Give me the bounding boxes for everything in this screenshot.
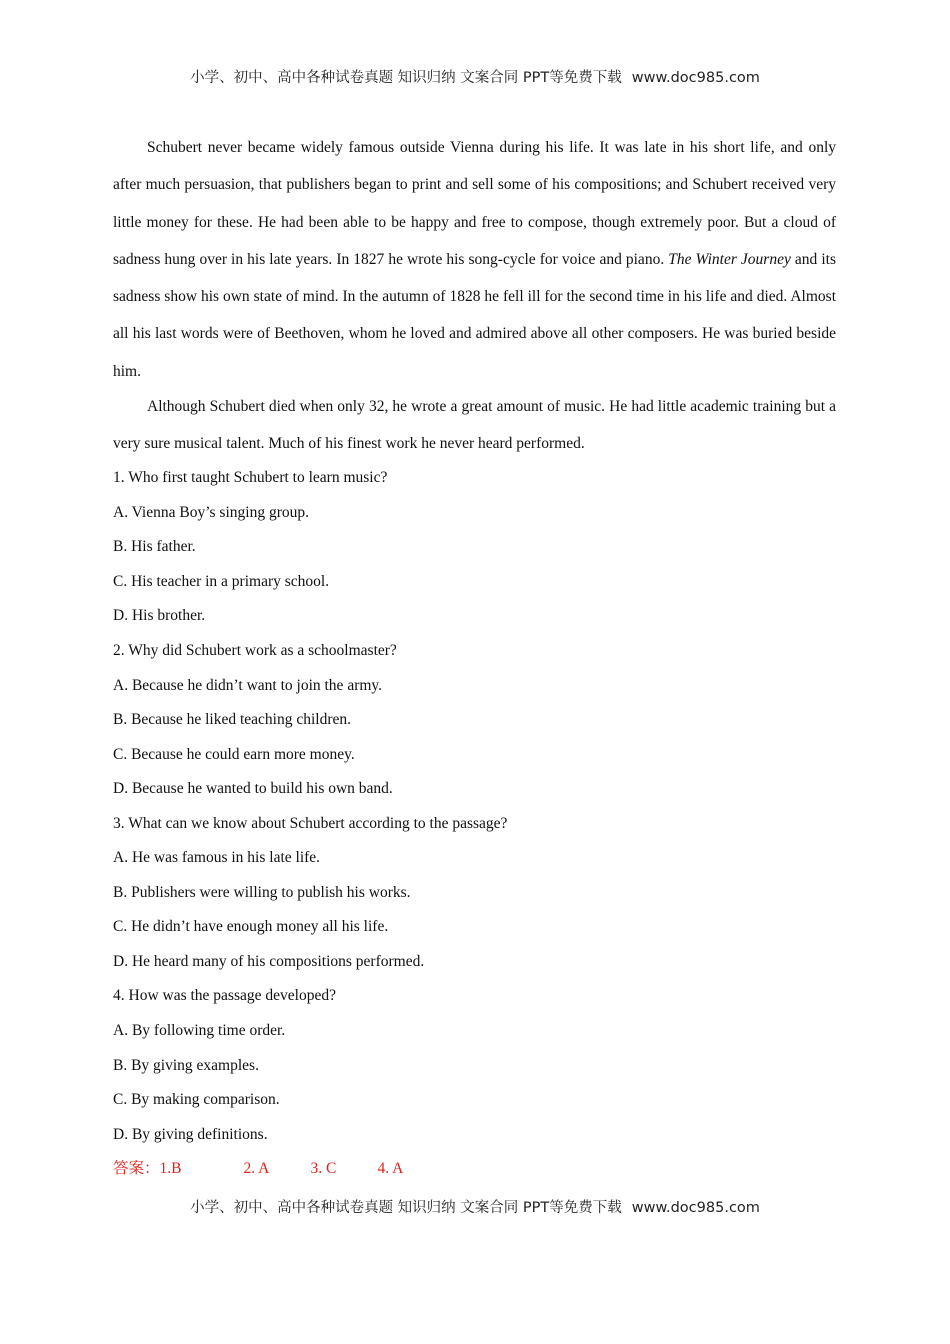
footer-text: 小学、初中、高中各种试卷真题 知识归纳 文案合同 PPT等免费下载 bbox=[190, 1200, 622, 1216]
header-text: 小学、初中、高中各种试卷真题 知识归纳 文案合同 PPT等免费下载 bbox=[190, 70, 622, 86]
question-2-option-d: D. Because he wanted to build his own band. bbox=[113, 780, 393, 797]
question-1-option-a: A. Vienna Boy’s singing group. bbox=[113, 504, 309, 521]
answer-1: 1.B bbox=[159, 1160, 182, 1177]
answer-2: 2. A bbox=[243, 1160, 270, 1177]
question-2-option-a: A. Because he didn’t want to join the army. bbox=[113, 677, 383, 694]
answer-key bbox=[113, 1159, 403, 1179]
question-4-option-b: B. By giving examples. bbox=[113, 1057, 259, 1074]
question-3-option-d: D. He heard many of his compositions performed. bbox=[113, 953, 425, 970]
passage-p1-part2: and its sadness show his own state of mind. In the autumn of 1828 he fell ill for the second time in his life and died. Almost all his last words were of Beethoven, whom he loved and admired above all other composers. He was buried beside him. bbox=[113, 250, 836, 380]
answer-label: 答案： bbox=[113, 1160, 160, 1177]
question-4-option-c: C. By making comparison. bbox=[113, 1091, 280, 1108]
question-1-option-b: B. His father. bbox=[113, 538, 196, 555]
answer-3: 3. C bbox=[310, 1160, 337, 1177]
passage-p1-part1: Schubert never became widely famous outside Vienna during his life. It was late in his short life, and only after much persuasion, that publishers began to print and sell some of his compositions; and Schubert received very little money for these. He had been able to be happy and free to compose, though extremely poor. But a cloud of sadness hung over in his late years. In 1827 he wrote his song-cycle for voice and piano. bbox=[113, 139, 836, 268]
header-url[interactable]: www.doc985.com bbox=[631, 70, 760, 86]
footer-url[interactable]: www.doc985.com bbox=[631, 1200, 760, 1216]
song-cycle-title: The Winter Journey bbox=[668, 250, 791, 268]
page-header bbox=[0, 66, 950, 87]
question-3: 3. What can we know about Schubert according to the passage? bbox=[113, 815, 508, 832]
question-2-option-b: B. Because he liked teaching children. bbox=[113, 711, 352, 728]
question-1-option-c: C. His teacher in a primary school. bbox=[113, 573, 330, 590]
question-1: 1. Who first taught Schubert to learn music? bbox=[113, 469, 388, 486]
page-footer bbox=[0, 1196, 950, 1217]
answer-4: 4. A bbox=[377, 1160, 404, 1177]
question-4: 4. How was the passage developed? bbox=[113, 987, 336, 1004]
question-4-option-a: A. By following time order. bbox=[113, 1022, 286, 1039]
question-3-option-a: A. He was famous in his late life. bbox=[113, 849, 321, 866]
question-3-option-c: C. He didn’t have enough money all his life. bbox=[113, 918, 389, 935]
question-1-option-d: D. His brother. bbox=[113, 607, 206, 624]
passage-paragraph-1 bbox=[113, 129, 836, 390]
question-3-option-b: B. Publishers were willing to publish his works. bbox=[113, 884, 411, 901]
question-4-option-d: D. By giving definitions. bbox=[113, 1126, 268, 1143]
question-2: 2. Why did Schubert work as a schoolmaster? bbox=[113, 642, 397, 659]
passage-paragraph-2: Although Schubert died when only 32, he wrote a great amount of music. He had little academic training but a very sure musical talent. Much of his finest work he never heard performed. bbox=[113, 398, 836, 453]
question-2-option-c: C. Because he could earn more money. bbox=[113, 746, 355, 763]
